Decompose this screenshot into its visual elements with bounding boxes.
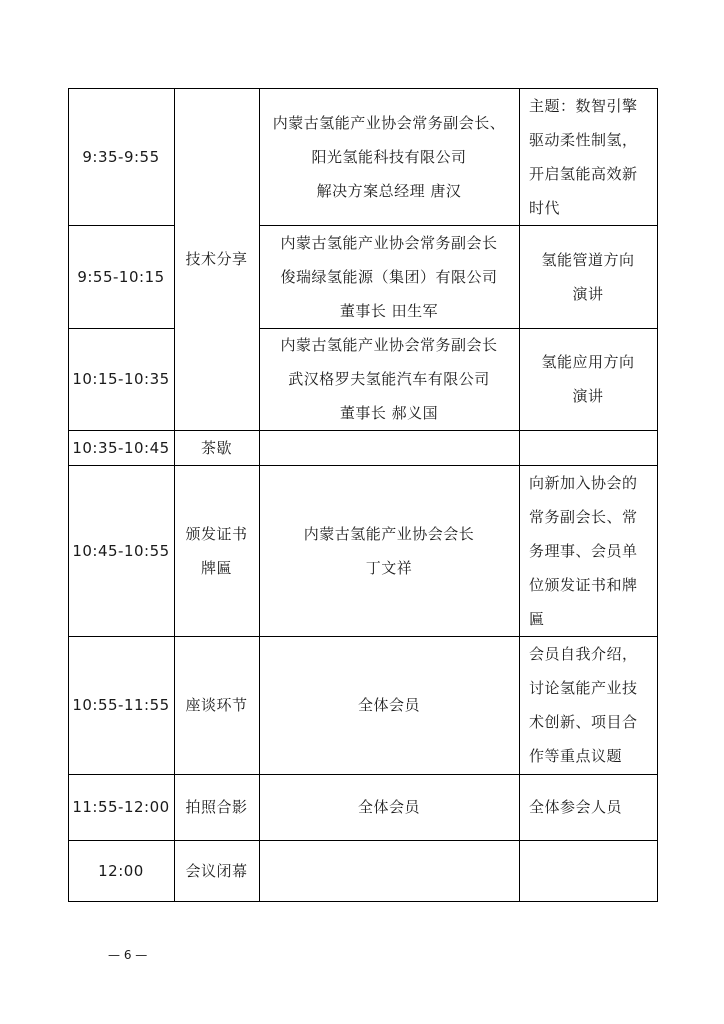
row-6-item: 座谈环节 [185, 696, 248, 714]
row-8-item: 会议闭幕 [185, 861, 248, 880]
row-2-topic: 氢能管道方向 演讲 [541, 250, 635, 303]
row-2-speaker: 内蒙古氢能产业协会常务副会长 俊瑞绿氢能源（集团）有限公司 董事长 田生军 [280, 233, 498, 320]
row-4-item: 茶歇 [200, 438, 232, 457]
row-4-time: 10:35-10:45 [72, 438, 170, 457]
page-number: — 6 — [108, 948, 148, 962]
row-1-speaker: 内蒙古氢能产业协会常务副会长、 阳光氢能科技有限公司 解决方案总经理 唐汉 [272, 113, 506, 200]
row-6-time: 10:55-11:55 [72, 696, 170, 714]
row-7-time: 11:55-12:00 [72, 798, 170, 816]
row-6-speaker: 全体会员 [357, 696, 420, 714]
row-7-topic: 全体参会人员 [529, 798, 623, 816]
row-6-topic: 会员自我介绍， 讨论氢能产业技 术创新、项目合 作等重点议题 [529, 645, 638, 765]
row-1-time: 9:35-9:55 [82, 147, 160, 166]
row-3-time: 10:15-10:35 [72, 370, 170, 388]
row-7-item: 拍照合影 [185, 798, 248, 816]
row-5-item: 颁发证书 牌匾 [185, 524, 248, 577]
row-3-topic: 氢能应用方向 演讲 [541, 353, 635, 405]
row-2-time: 9:55-10:15 [77, 267, 165, 286]
row-7-speaker: 全体会员 [357, 798, 420, 816]
merged-item-tech-share: 技术分享 [185, 250, 248, 268]
row-5-time: 10:45-10:55 [72, 541, 170, 560]
row-5-topic: 向新加入协会的 常务副会长、常 务理事、会员单 位颁发证书和牌 匾 [529, 473, 638, 628]
row-1-topic: 主题：数智引擎 驱动柔性制氢， 开启氢能高效新 时代 [529, 96, 638, 217]
row-8-time: 12:00 [98, 861, 144, 880]
row-3-speaker: 内蒙古氢能产业协会常务副会长 武汉格罗夫氢能汽车有限公司 董事长 郝义国 [280, 336, 498, 422]
row-5-speaker: 内蒙古氢能产业协会会长 丁文祥 [303, 524, 475, 577]
